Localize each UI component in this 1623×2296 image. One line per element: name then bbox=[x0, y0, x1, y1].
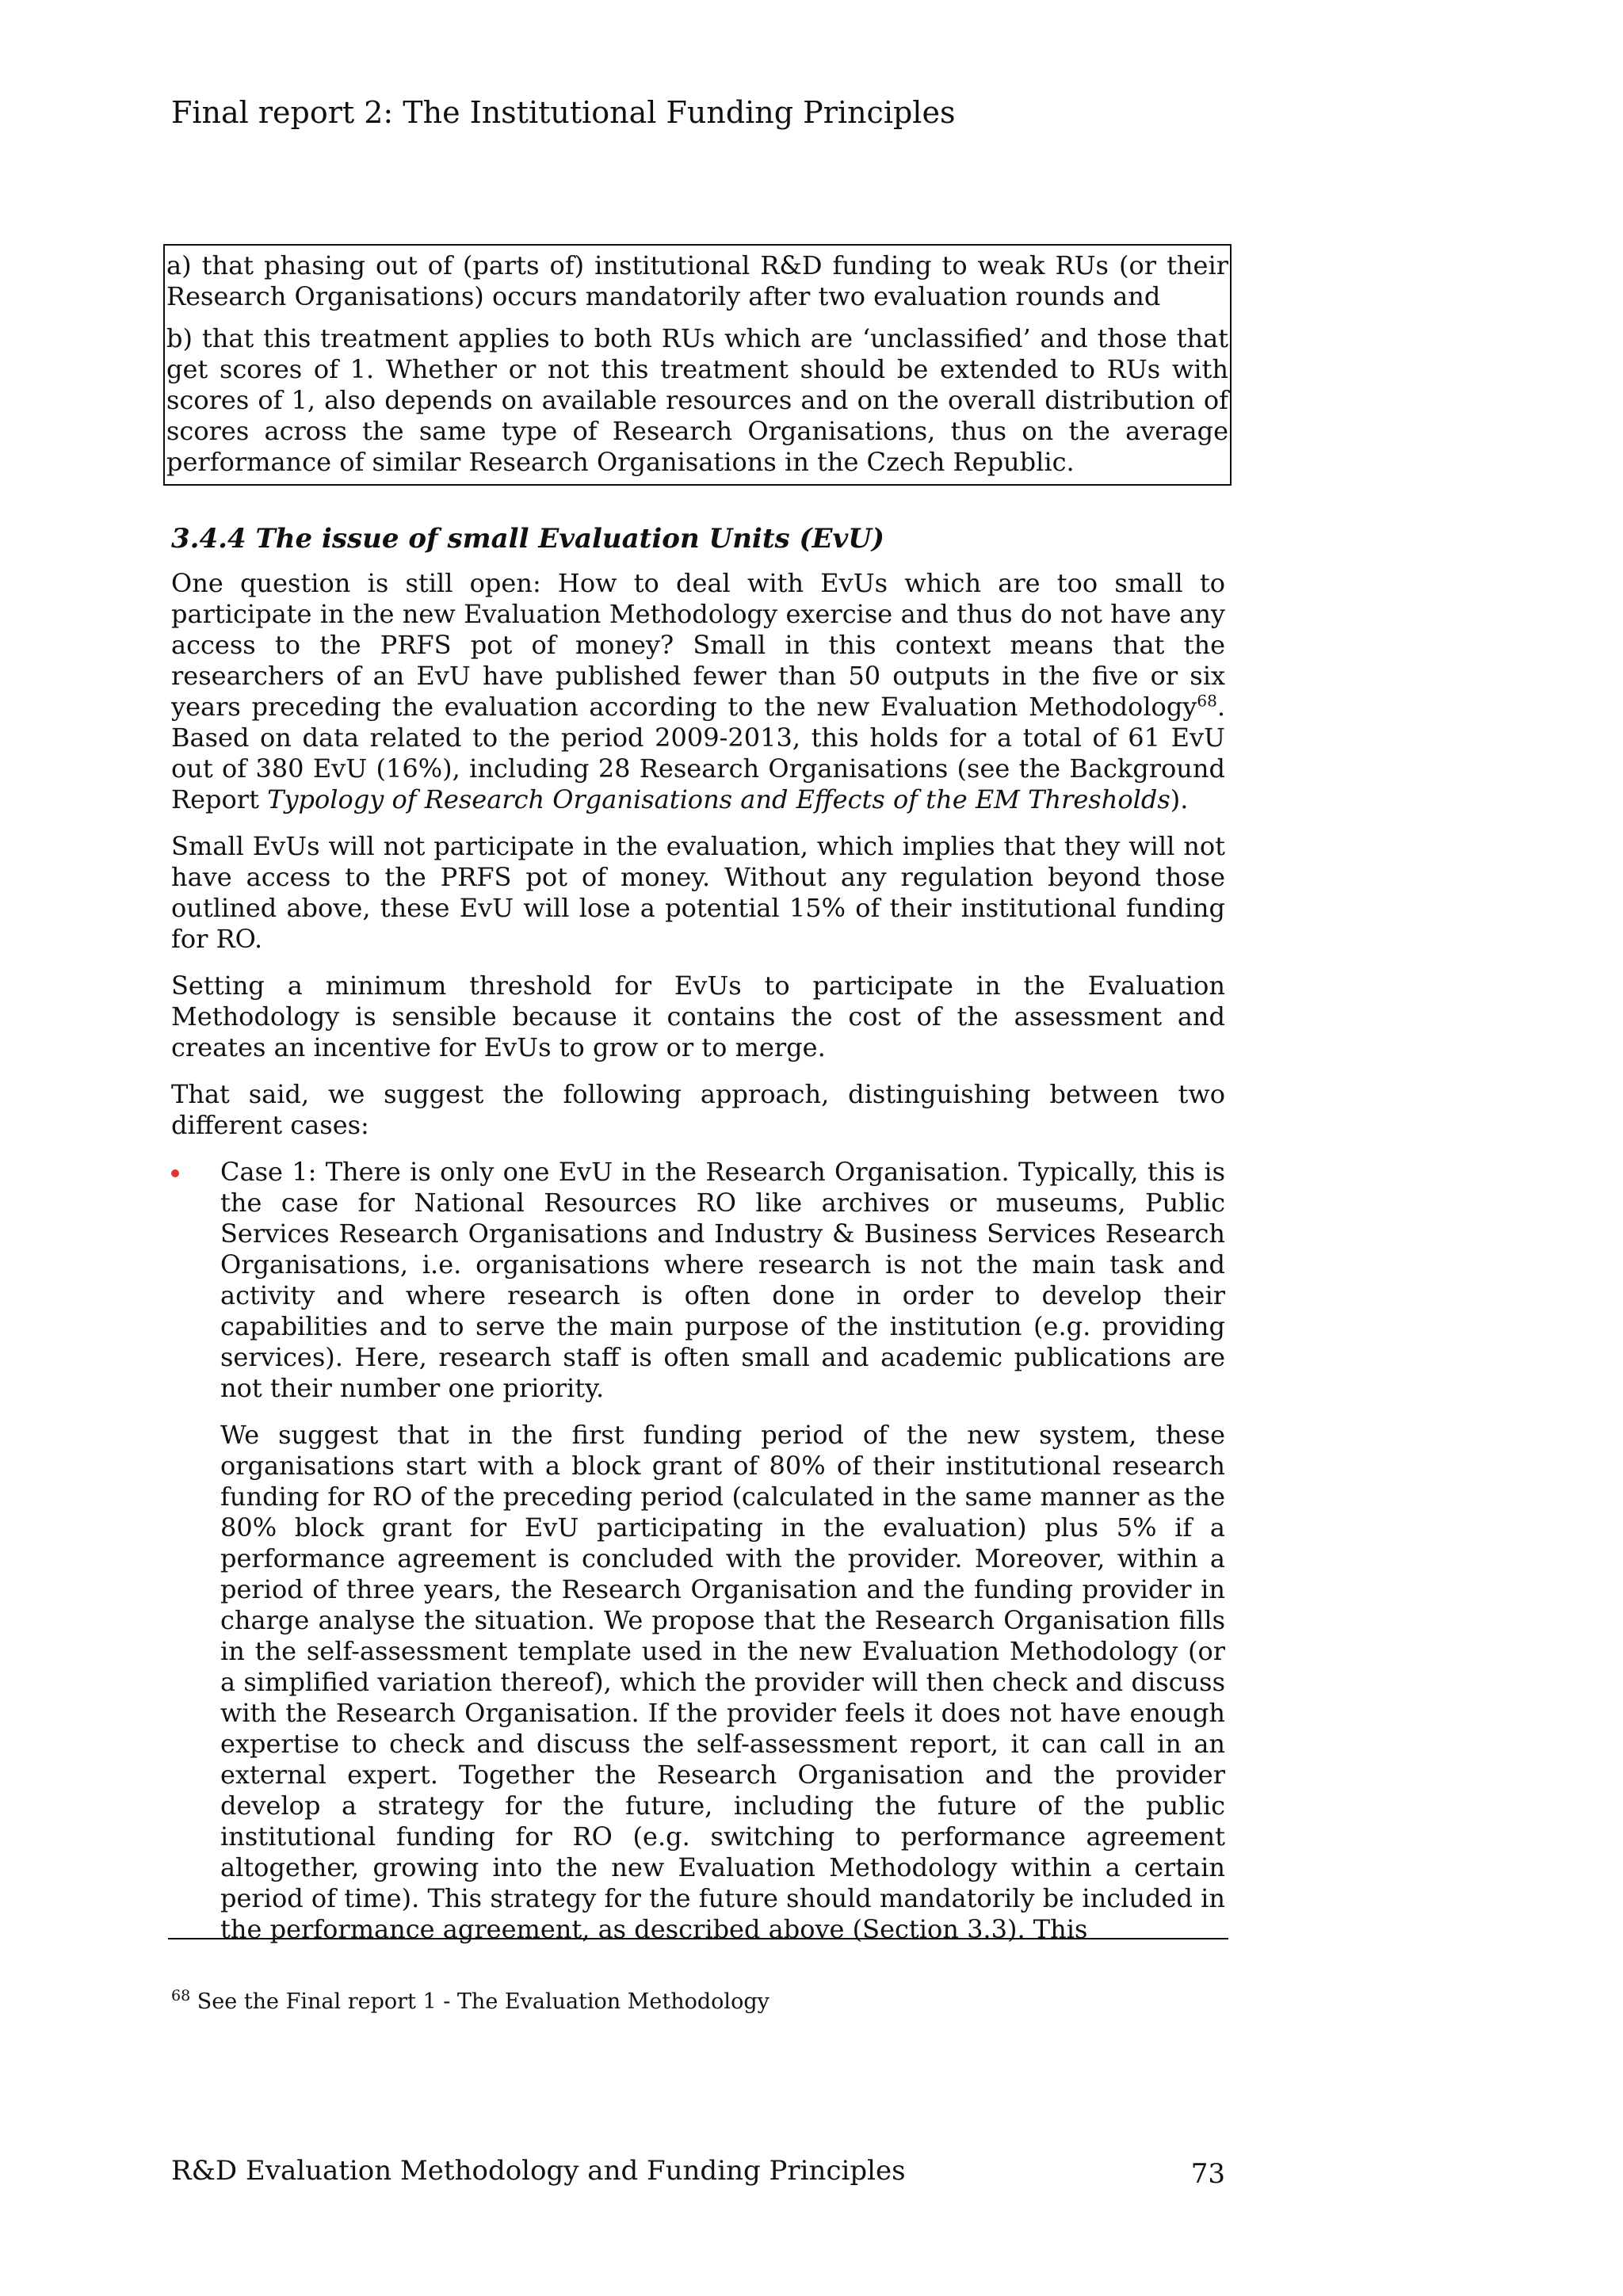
case-1-text: Case 1: There is only one EvU in the Research Organisation. Typically, this is the case for National Resources RO like archives or museums, Public Services Research Organisations and Industry & Business Services Research Organisations, i.e. organisations where research is not the main task and activity and where research is often done in order to develop their capabilities and to serve the main purpose of the institution (e.g. providing services). Here, research staff is often small and academic publications are not their number one priority. bbox=[220, 1157, 1225, 1403]
footnote bbox=[171, 1989, 769, 2016]
box-paragraph-b: b) that this treatment applies to both RUs which are ‘unclassified’ and those that get scores of 1. Whether or not this treatment should be extended to RUs with scores of 1, also depends on available resources and on the overall distribution of scores across the same type of Research Organisations, thus on the average performance of similar Research Organisations in the Czech Republic. bbox=[166, 323, 1228, 477]
footnote-text: See the Final report 1 - The Evaluation Methodology bbox=[197, 1989, 769, 2014]
footnote-reference[interactable]: 68 bbox=[1197, 691, 1217, 711]
box-paragraph-a: a) that phasing out of (parts of) institutional R&D funding to weak RUs (or their Research Organisations) occurs mandatorily after two evaluation rounds and bbox=[166, 250, 1228, 311]
cases-list bbox=[171, 1157, 1225, 1404]
paragraph-text-c: ). bbox=[1170, 784, 1189, 814]
paragraph-no-participation: Small EvUs will not participate in the evaluation, which implies that they will not have access to the PRFS pot of money. Without any regulation beyond those outlined above, these EvU will lose a potential 15% of their institutional funding for RO. bbox=[171, 831, 1225, 954]
case-1-continuation: We suggest that in the first funding period of the new system, these organisations start with a block grant of 80% of their institutional research funding for RO of the preceding period (calculated in the same manner as the 80% block grant for EvU participating in the evaluation) plus 5% if a performance agreement is concluded with the provider. Moreover, within a period of three years, the Research Organisation and the funding provider in charge analyse the situation. We propose that the Research Organisation fills in the self-assessment template used in the new Evaluation Methodology (or a simplified variation thereof), which the provider will then check and discuss with the Research Organisation. If the provider feels it does not have enough expertise to check and discuss the self-assessment report, it can call in an external expert. Together the Research Organisation and the provider develop a strategy for the future, including the future of the public institutional funding for RO (e.g. switching to performance agreement altogether, growing into the new Evaluation Methodology within a certain period of time). This strategy for the future should mandatorily be included in the performance agreement, as described above (Section 3.3). This bbox=[220, 1420, 1225, 1944]
paragraph-text-a: One question is still open: How to deal with EvUs which are too small to participate in the new Evaluation Methodology exercise and thus do not have any access to the PRFS pot of money? Small in this context means that the researchers of an EvU have published fewer than 50 outputs in the five or six years preceding the evaluation according to the new Evaluation Methodology bbox=[171, 568, 1225, 722]
paragraph-threshold: Setting a minimum threshold for EvUs to participate in the Evaluation Methodology is sensible because it contains the cost of the assessment and creates an incentive for EvUs to grow or to merge. bbox=[171, 971, 1225, 1062]
paragraph-approach: That said, we suggest the following approach, distinguishing between two different cases: bbox=[171, 1079, 1225, 1140]
boxed-recommendations bbox=[163, 244, 1232, 486]
report-title-italic: Typology of Research Organisations and Effects of the EM Thresholds bbox=[267, 784, 1170, 814]
footer-title: R&D Evaluation Methodology and Funding Principles bbox=[171, 2155, 906, 2187]
page-header: Final report 2: The Institutional Funding Principles bbox=[171, 95, 956, 130]
page-number: 73 bbox=[1190, 2158, 1225, 2190]
footnote-number: 68 bbox=[171, 1987, 191, 2004]
list-item-case-1 bbox=[171, 1157, 1225, 1404]
paragraph-small-evus bbox=[171, 568, 1225, 815]
footnote-divider bbox=[168, 1938, 1228, 1939]
main-content bbox=[166, 244, 1228, 1945]
paragraph-text-b: . Based on data related to the period 2009-2013, this holds for a total of 61 EvU out of 380 EvU (16%), including 28 Research Organisations (see the Background Report bbox=[171, 692, 1225, 814]
section-heading: 3.4.4 The issue of small Evaluation Units (EvU) bbox=[171, 523, 885, 555]
bullet-icon bbox=[171, 1169, 179, 1177]
